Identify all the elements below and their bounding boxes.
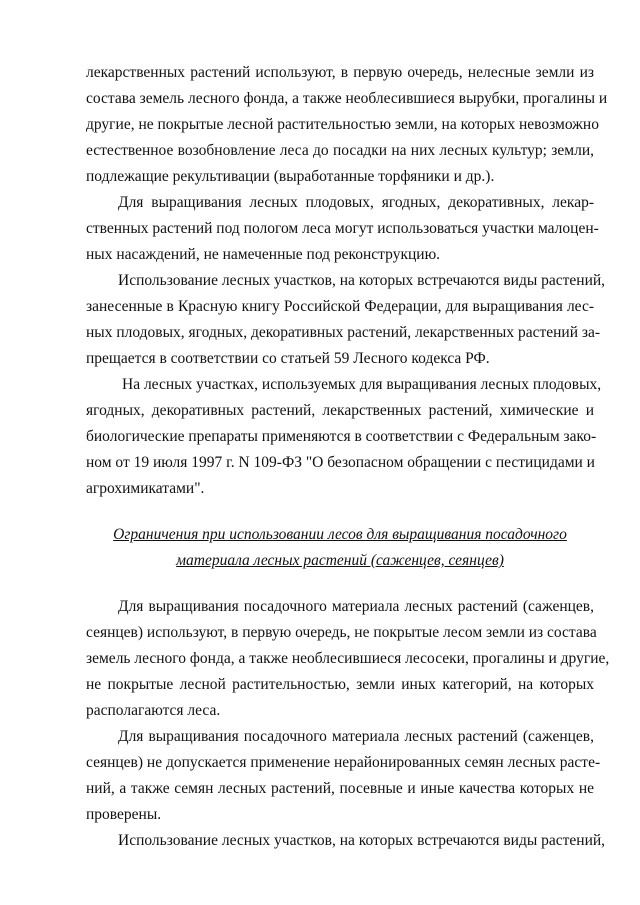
section-heading: [86, 522, 594, 574]
text-line: Использование лесных участков, на которых встречаются виды растений,: [118, 272, 606, 289]
text-line: естественное возобновление леса до посадки на них лесных культур; земли,: [86, 142, 594, 159]
paragraph-1: [86, 60, 608, 190]
paragraph-2: [86, 190, 599, 268]
text-line: ягодных, декоративных растений, лекарственных растений, химические и: [86, 402, 594, 419]
text-line: проверены.: [86, 806, 162, 823]
heading-line: материала лесных растений (саженцев, сеянцев): [176, 552, 504, 569]
text-line: сеянцев) не допускается применение нерайонированных семян лесных расте-: [86, 754, 601, 771]
text-line: сеянцев) используют, в первую очередь, не покрытые лесом земли из состава: [86, 624, 597, 641]
text-line: ных плодовых, ягодных, декоративных растений, лекарственных растений за-: [86, 324, 601, 341]
heading-line: Ограничения при использовании лесов для выращивания посадочного: [113, 526, 567, 543]
text-line: ственных растений под пологом леса могут использоваться участки малоцен-: [86, 220, 599, 237]
paragraph-6: [86, 724, 601, 828]
text-line: агрохимикатами".: [86, 480, 205, 497]
paragraph-3: [86, 268, 606, 372]
text-line: лекарственных растений используют, в первую очередь, нелесные земли из: [86, 64, 594, 81]
paragraph-4: [86, 372, 602, 502]
text-line: земель лесного фонда, а также необлесившиеся лесосеки, прогалины и другие,: [86, 650, 610, 667]
text-line: подлежащие рекультивации (выработанные торфяники и др.).: [86, 168, 495, 185]
text-line: Для выращивания лесных плодовых, ягодных, декоративных, лекар-: [118, 194, 594, 211]
text-line: ных насаждений, не намеченные под реконструкцию.: [86, 246, 441, 263]
text-line: На лесных участках, используемых для выращивания лесных плодовых,: [122, 376, 602, 393]
text-line: не покрытые лесной растительностью, земли иных категорий, на которых: [86, 676, 594, 693]
text-line: другие, не покрытые лесной растительностью земли, на которых невозможно: [86, 116, 599, 133]
text-line: состава земель лесного фонда, а также необлесившиеся вырубки, прогалины и: [86, 90, 608, 107]
text-line: ном от 19 июля 1997 г. N 109-ФЗ "О безопасном обращении с пестицидами и: [86, 454, 595, 471]
paragraph-5: [86, 594, 610, 724]
text-line: Использование лесных участков, на которых встречаются виды растений,: [118, 832, 606, 849]
page-content: [86, 60, 610, 854]
text-line: ний, а также семян лесных растений, посевные и иные качества которых не: [86, 780, 594, 797]
text-line: Для выращивания посадочного материала лесных растений (саженцев,: [118, 598, 594, 615]
text-line: занесенные в Красную книгу Российской Федерации, для выращивания лес-: [86, 298, 594, 315]
text-line: биологические препараты применяются в соответствии с Федеральным зако-: [86, 428, 597, 445]
text-line: располагаются леса.: [86, 702, 221, 719]
text-line: Для выращивания посадочного материала лесных растений (саженцев,: [118, 728, 594, 745]
text-line: прещается в соответствии со статьей 59 Лесного кодекса РФ.: [86, 350, 490, 367]
paragraph-7: [86, 828, 606, 854]
